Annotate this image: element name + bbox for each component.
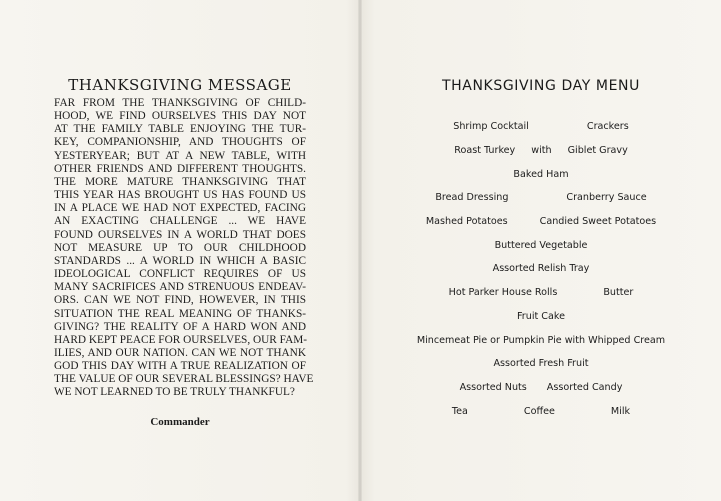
- message-line: NOT MEASURE UP TO OUR CHILDHOOD: [54, 241, 306, 254]
- menu-item: Mashed Potatoes: [425, 216, 508, 228]
- message-line: MANY SACRIFICES AND STRENUOUS ENDEAV-: [54, 281, 306, 294]
- message-line: AN EXACTING CHALLENGE ... WE HAVE: [54, 215, 306, 228]
- signature: Commander: [150, 416, 210, 428]
- menu-item: with: [531, 145, 552, 157]
- menu-item: Assorted Candy: [546, 381, 623, 393]
- menu-row: [361, 139, 721, 163]
- menu-row: [361, 281, 721, 305]
- menu-row: [361, 233, 721, 257]
- right-page: [361, 0, 721, 501]
- message-body: [54, 97, 314, 400]
- message-line: GOD THIS DAY WITH A TRUE REALIZATION OF: [54, 360, 306, 373]
- message-line: IN A PLACE WE HAD NOT EXPECTED, FACING: [54, 202, 306, 215]
- menu-item: Crackers: [586, 121, 629, 133]
- menu-row: [361, 305, 721, 329]
- menu-item: Roast Turkey: [454, 145, 516, 157]
- menu-item: Baked Ham: [513, 168, 569, 180]
- left-page: [0, 0, 360, 501]
- message-line: GIVING? THE REALITY OF A HARD WON AND: [54, 320, 306, 333]
- menu-item: Hot Parker House Rolls: [448, 287, 558, 299]
- menu-item: Butter: [603, 287, 634, 299]
- message-line: THE MORE MATURE THANKSGIVING THAT: [54, 175, 306, 188]
- menu-row: [361, 328, 721, 352]
- menu-item: Coffee: [523, 405, 555, 417]
- menu-title: THANKSGIVING DAY MENU: [442, 78, 640, 94]
- message-line: WE NOT LEARNED TO BE TRULY THANKFUL?: [54, 386, 295, 399]
- menu-row: [361, 257, 721, 281]
- message-line: AT THE FAMILY TABLE ENJOYING THE TUR-: [54, 123, 306, 136]
- message-line: FAR FROM THE THANKSGIVING OF CHILD-: [54, 97, 306, 109]
- message-line: FOUND OURSELVES IN A WORLD THAT DOES: [54, 228, 306, 241]
- message-line: ILIES, AND OUR NATION. CAN WE NOT THANK: [54, 346, 306, 359]
- menu-list: [361, 115, 721, 423]
- menu-row: [361, 162, 721, 186]
- menu-item: Milk: [610, 405, 631, 417]
- message-title: THANKSGIVING MESSAGE: [68, 76, 292, 94]
- message-line: THE VALUE OF OUR SEVERAL BLESSINGS? HAVE: [54, 373, 314, 386]
- menu-item: Candied Sweet Potatoes: [539, 216, 657, 228]
- menu-item: Cranberry Sauce: [566, 192, 647, 204]
- message-line: SITUATION THE REAL MEANING OF THANKS-: [54, 307, 306, 320]
- menu-item: Assorted Relish Tray: [492, 263, 590, 275]
- menu-item: Buttered Vegetable: [494, 239, 588, 251]
- menu-row: [361, 210, 721, 234]
- menu-item: Assorted Fresh Fruit: [493, 358, 589, 370]
- menu-item: Fruit Cake: [516, 310, 565, 322]
- message-line: KEY, COMPANIONSHIP, AND THOUGHTS OF: [54, 136, 306, 149]
- message-line: YESTERYEAR; BUT AT A NEW TABLE, WITH: [54, 149, 306, 162]
- message-line: HOOD, WE FIND OURSELVES THIS DAY NOT: [54, 110, 306, 123]
- menu-item: Bread Dressing: [435, 192, 509, 204]
- menu-row: [361, 376, 721, 400]
- menu-item: Shrimp Cocktail: [453, 121, 529, 133]
- message-line: ORS. CAN WE NOT FIND, HOWEVER, IN THIS: [54, 294, 306, 307]
- menu-item: Giblet Gravy: [567, 145, 628, 157]
- message-line: STANDARDS ... A WORLD IN WHICH A BASIC: [54, 254, 306, 267]
- menu-row: [361, 399, 721, 423]
- message-line: IDEOLOGICAL CONFLICT REQUIRES OF US: [54, 268, 306, 281]
- menu-item: Tea: [451, 405, 468, 417]
- message-line: THIS YEAR HAS BROUGHT US HAS FOUND US: [54, 189, 306, 202]
- message-line: HARD KEPT PEACE FOR OURSELVES, OUR FAM-: [54, 333, 308, 346]
- menu-item: Assorted Nuts: [459, 381, 527, 393]
- menu-row: [361, 352, 721, 376]
- menu-item: Mincemeat Pie or Pumpkin Pie with Whipped Cream: [416, 334, 666, 346]
- message-line: OTHER FRIENDS AND DIFFERENT THOUGHTS.: [54, 162, 306, 175]
- menu-row: [361, 186, 721, 210]
- menu-row: [361, 115, 721, 139]
